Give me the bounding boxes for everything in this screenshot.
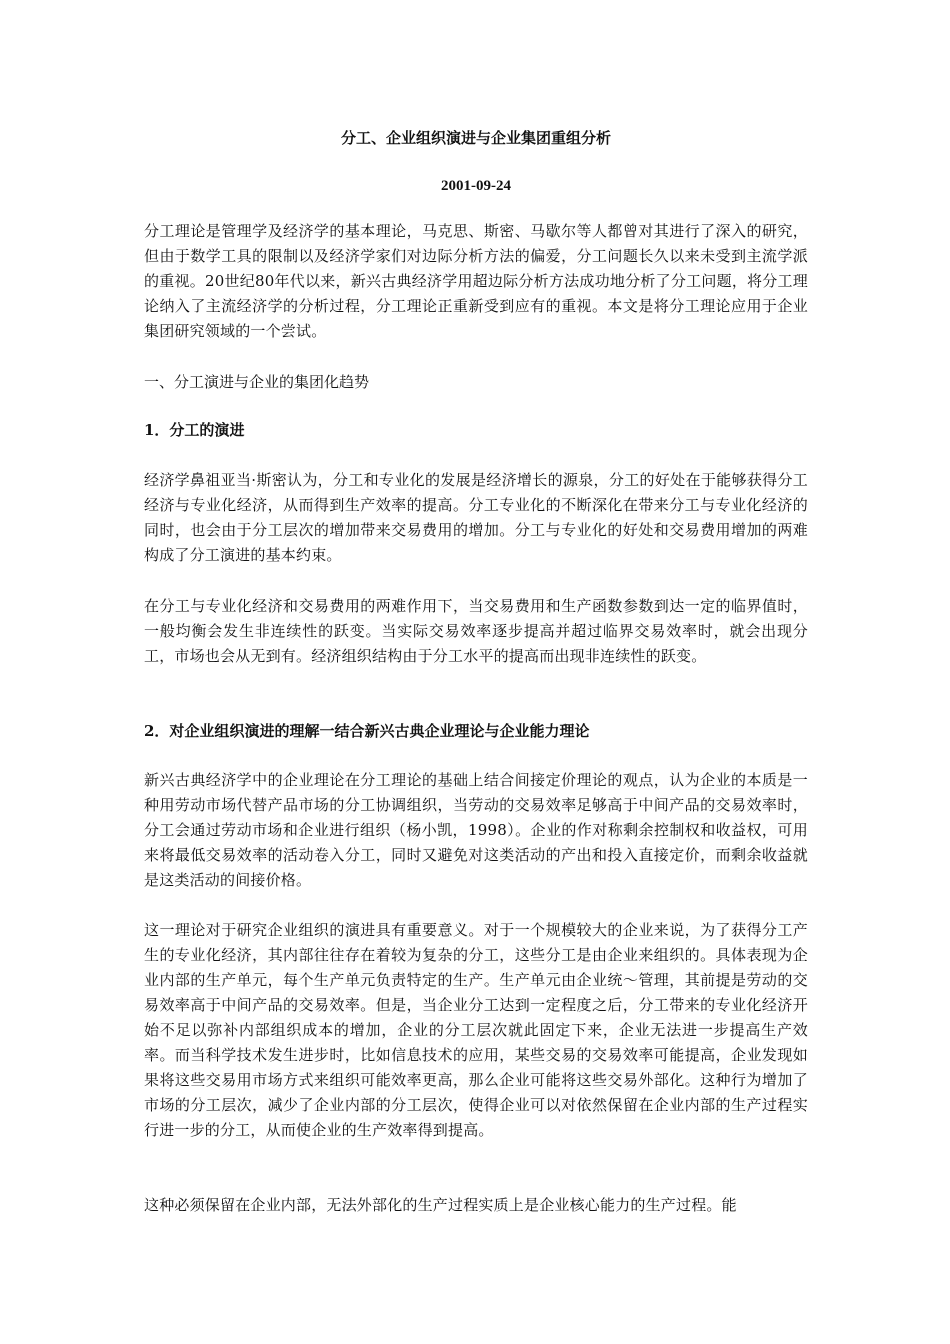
section1-heading: 一、分工演进与企业的集团化趋势: [144, 373, 370, 391]
sub2-paragraph-1: 新兴古典经济学中的企业理论在分工理论的基础上结合间接定价理论的观点，认为企业的本质是一种用劳动市场代替产品市场的分工协调组织，当劳动的交易效率足够高于中间产品的交易效率时，分工会通过劳动市场和企业进行组织（杨小凯，1998）。企业的作对称剩余控制权和收益权，可用来将最低交易效率的活动卷入分工，同时又避免对这类活动的产出和投入直接定价，而剩余收益就是这类活动的间接价格。: [144, 771, 808, 889]
sub2-paragraph-2: 这一理论对于研究企业组织的演进具有重要意义。对于一个规模较大的企业来说，为了获得分工产生的专业化经济，其内部往往存在着较为复杂的分工，这些分工是由企业来组织的。具体表现为企业内部的生产单元，每个生产单元负责特定的生产。生产单元由企业统～管理，其前提是劳动的交易效率高于中间产品的交易效率。但是，当企业分工达到一定程度之后，分工带来的专业化经济开始不足以弥补内部组织成本的增加，企业的分工层次就此固定下来，企业无法进一步提高生产效率。而当科学技术发生进步时，比如信息技术的应用，某些交易的交易效率可能提高，企业发现如果将这些交易用市场方式来组织可能效率更高，那么企业可能将这些交易外部化。这种行为增加了市场的分工层次，减少了企业内部的分工层次，使得企业可以对依然保留在企业内部的生产过程实行进一步的分工，从而使企业的生产效率得到提高。: [144, 921, 808, 1139]
sub1-heading: 1．分工的演进: [144, 421, 245, 439]
intro-paragraph: 分工理论是管理学及经济学的基本理论，马克思、斯密、马歇尔等人都曾对其进行了深入的研究，但由于数学工具的限制以及经济学家们对边际分析方法的偏爱，分工问题长久以来未受到主流学派的重视。20世纪80年代以来，新兴古典经济学用超边际分析方法成功地分析了分工问题，将分工理论纳入了主流经济学的分析过程，分工理论正重新受到应有的重视。本文是将分工理论应用于企业集团研究领域的一个尝试。: [144, 222, 808, 340]
document-title: 分工、企业组织演进与企业集团重组分析: [340, 129, 611, 147]
sub2-heading: 2．对企业组织演进的理解一结合新兴古典企业理论与企业能力理论: [144, 722, 590, 740]
sub1-paragraph-1: 经济学鼻祖亚当·斯密认为，分工和专业化的发展是经济增长的源泉，分工的好处在于能够获得分工经济与专业化经济，从而得到生产效率的提高。分工专业化的不断深化在带来分工与专业化经济的同时，也会由于分工层次的增加带来交易费用的增加。分工与专业化的好处和交易费用增加的两难构成了分工演进的基本约束。: [144, 471, 808, 564]
sub1-paragraph-2: 在分工与专业化经济和交易费用的两难作用下，当交易费用和生产函数参数到达一定的临界值时，一般均衡会发生非连续性的跃变。当实际交易效率逐步提高并超过临界交易效率时，就会出现分工，市场也会从无到有。经济组织结构由于分工水平的提高而出现非连续性的跃变。: [144, 597, 808, 665]
sub2-paragraph-3: 这种必须保留在企业内部，无法外部化的生产过程实质上是企业核心能力的生产过程。能: [144, 1196, 737, 1214]
document-date: 2001-09-24: [441, 178, 511, 194]
